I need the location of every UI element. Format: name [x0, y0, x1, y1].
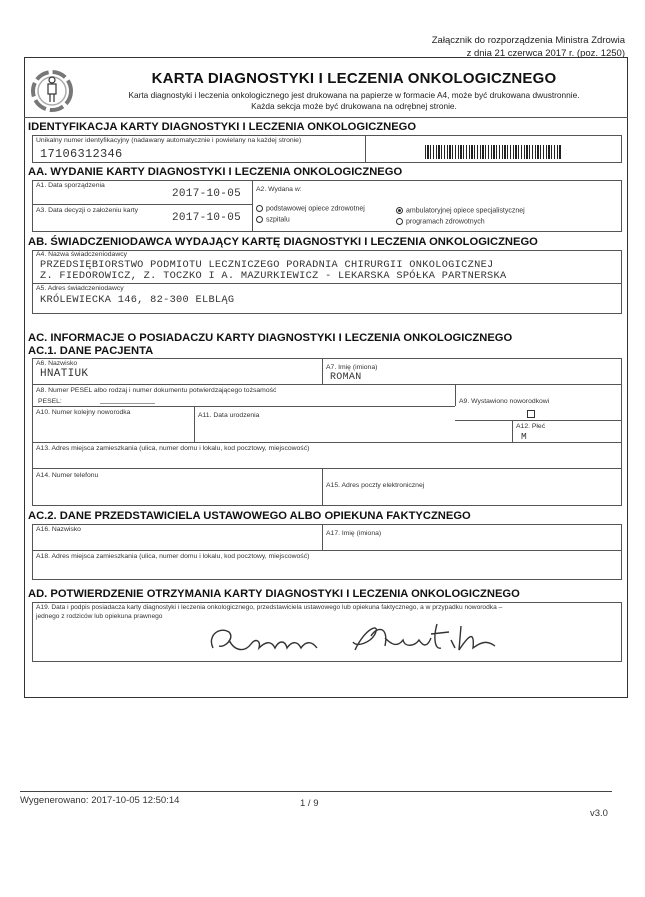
- radio-icon: [256, 205, 263, 212]
- a8-label: A8. Numer PESEL albo rodzaj i numer dokumentu potwierdzającego tożsamość: [36, 387, 277, 394]
- footer-rule: [20, 791, 612, 792]
- id-value: 17106312346: [40, 147, 123, 161]
- a16-label: A16. Nazwisko: [36, 526, 81, 533]
- annex-line-1: Załącznik do rozporządzenia Ministra Zdrowia: [431, 35, 625, 46]
- divider: [32, 204, 252, 205]
- a10-label: A10. Numer kolejny noworodka: [36, 409, 131, 416]
- ministry-of-health-logo-icon: [30, 64, 74, 118]
- a15-label: A15. Adres poczty elektronicznej: [326, 482, 425, 489]
- radio-outpatient-specialist[interactable]: [396, 207, 525, 214]
- a6-label: A6. Nazwisko: [36, 360, 78, 367]
- divider: [32, 550, 622, 551]
- section-aa-heading: AA. WYDANIE KARTY DIAGNOSTYKI I LECZENIA ONKOLOGICZNEGO: [28, 166, 403, 178]
- divider: [365, 135, 366, 163]
- a9-checkbox[interactable]: [527, 410, 535, 418]
- section-ad-heading: AD. POTWIERDZENIE OTRZYMANIA KARTY DIAGNOSTYKI I LECZENIA ONKOLOGICZNEGO: [28, 588, 520, 600]
- divider: [455, 420, 622, 421]
- radio-label: ambulatoryjnej opiece specjalistycznej: [406, 207, 525, 215]
- version: v3.0: [590, 808, 608, 819]
- a3-value: 2017-10-05: [172, 212, 242, 224]
- a5-label: A5. Adres świadczeniodawcy: [36, 285, 124, 292]
- divider: [32, 283, 622, 284]
- divider: [455, 384, 456, 406]
- radio-label: szpitalu: [266, 216, 290, 224]
- section-ab-heading: AB. ŚWIADCZENIODAWCA WYDAJĄCY KARTĘ DIAGNOSTYKI I LECZENIA ONKOLOGICZNEGO: [28, 236, 538, 248]
- id-label: Unikalny numer identyfikacyjny (nadawany automatycznie i powielany na każdej stronie): [36, 137, 302, 144]
- divider: [32, 468, 622, 469]
- section-ac2-heading: AC.2. DANE PRZEDSTAWICIELA USTAWOWEGO ALBO OPIEKUNA FAKTYCZNEGO: [28, 510, 471, 522]
- divider: [512, 420, 513, 442]
- document-title: KARTA DIAGNOSTYKI I LECZENIA ONKOLOGICZNEGO: [151, 70, 557, 87]
- divider: [32, 406, 455, 407]
- radio-hospital[interactable]: [256, 216, 290, 223]
- page-number: 1 / 9: [300, 798, 319, 809]
- a1-label: A1. Data sporządzenia: [36, 182, 105, 189]
- a14-label: A14. Numer telefonu: [36, 472, 99, 479]
- pesel-field[interactable]: [100, 403, 155, 404]
- divider: [32, 384, 622, 385]
- radio-selected-icon: [396, 207, 403, 214]
- subtitle-line-1: Karta diagnostyki i leczenia onkologicznego jest drukowana na papierze w formacie A4, może być drukowana dwustronnie.: [128, 90, 580, 100]
- a8-pesel-label: PESEL:: [38, 398, 62, 405]
- divider: [252, 180, 253, 232]
- a9-label: A9. Wystawiono noworodkowi: [459, 398, 550, 405]
- divider: [24, 117, 628, 118]
- a7-label: A7. Imię (imiona): [326, 364, 378, 371]
- a19-label-line-2: jednego z rodziców lub opiekuna prawnego: [36, 613, 163, 620]
- subtitle-line-2: Każda sekcja może być drukowana na odrębnej stronie.: [251, 101, 457, 111]
- a18-label: A18. Adres miejsca zamieszkania (ulica, numer domu i lokalu, kod pocztowy, miejscowość): [36, 553, 310, 560]
- barcode-icon: [425, 145, 561, 159]
- divider: [32, 442, 622, 443]
- a1-value: 2017-10-05: [172, 188, 242, 200]
- divider: [322, 358, 323, 384]
- a19-label-line-1: A19. Data i podpis posiadacza karty diagnostyki i leczenia onkologicznego, przedstawiciela ustawowego lub opiekuna faktycznego, a w przypadku noworodka –: [36, 604, 503, 611]
- a2-label: A2. Wydana w:: [256, 186, 302, 193]
- radio-primary-care[interactable]: [256, 205, 365, 212]
- a4-value-line-2: Z. FIEDOROWICZ, Z. TOCZKO I A. MAZURKIEWICZ - LEKARSKA SPÓŁKA PARTNERSKA: [40, 270, 507, 282]
- a3-label: A3. Data decyzji o założeniu karty: [36, 207, 139, 214]
- document-subtitle: [80, 90, 628, 112]
- radio-label: podstawowej opiece zdrowotnej: [266, 205, 365, 213]
- section-ac1-heading: AC.1. DANE PACJENTA: [28, 345, 154, 357]
- annex-line-2: z dnia 21 czerwca 2017 r. (poz. 1250): [466, 48, 625, 59]
- a17-label: A17. Imię (imiona): [326, 530, 382, 537]
- radio-icon: [396, 218, 403, 225]
- generated-timestamp: Wygenerowano: 2017-10-05 12:50:14: [20, 795, 180, 806]
- a12-value: M: [521, 431, 528, 442]
- divider: [194, 406, 195, 442]
- section-ac-heading: AC. INFORMACJE O POSIADACZU KARTY DIAGNOSTYKI I LECZENIA ONKOLOGICZNEGO: [28, 332, 513, 344]
- a4-label: A4. Nazwa świadczeniodawcy: [36, 251, 128, 258]
- a7-value: ROMAN: [330, 372, 362, 383]
- signature: [205, 618, 535, 658]
- divider: [322, 524, 323, 550]
- a6-value: HNATIUK: [40, 368, 89, 380]
- a11-label: A11. Data urodzenia: [198, 412, 260, 419]
- identification-heading: IDENTYFIKACJA KARTY DIAGNOSTYKI I LECZENIA ONKOLOGICZNEGO: [28, 121, 417, 133]
- a4-value-line-1: PRZEDSIĘBIORSTWO PODMIOTU LECZNICZEGO PORADNIA CHIRURGII ONKOLOGICZNEJ: [40, 259, 494, 271]
- radio-icon: [256, 216, 263, 223]
- a13-label: A13. Adres miejsca zamieszkania (ulica, numer domu i lokalu, kod pocztowy, miejscowość): [36, 445, 310, 452]
- divider: [322, 468, 323, 506]
- a5-value: KRÓLEWIECKA 146, 82-300 ELBLĄG: [40, 294, 235, 306]
- radio-label: programach zdrowotnych: [406, 218, 485, 226]
- radio-health-programs[interactable]: [396, 218, 485, 225]
- a12-label: A12. Płeć: [516, 423, 546, 430]
